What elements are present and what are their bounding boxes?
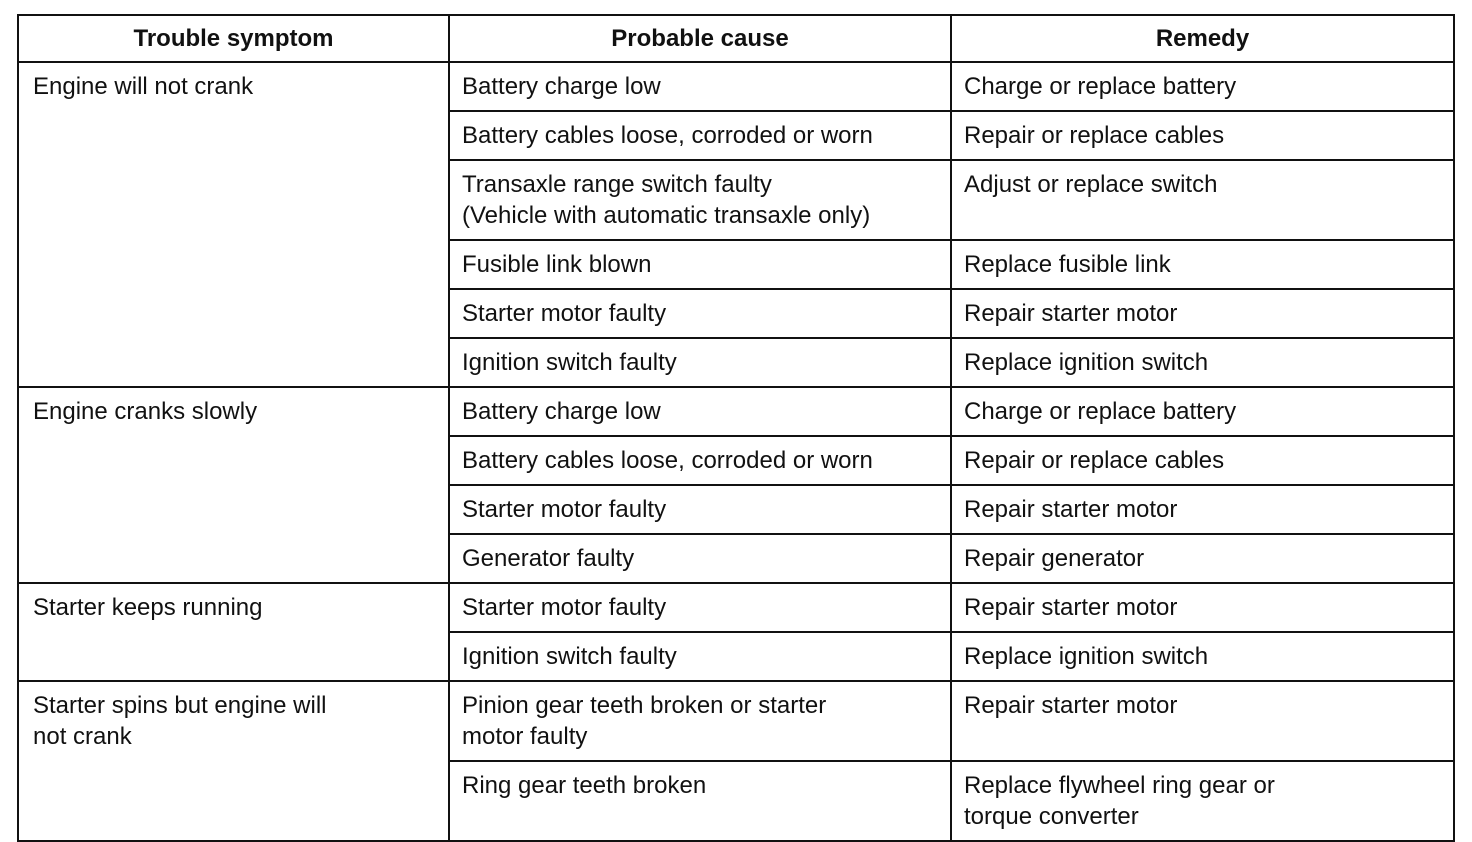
header-trouble-symptom: Trouble symptom	[18, 15, 449, 62]
cause-cell: Ignition switch faulty	[449, 632, 951, 681]
remedy-cell: Repair generator	[951, 534, 1454, 583]
cause-cell: Fusible link blown	[449, 240, 951, 289]
cause-line: motor faulty	[462, 723, 588, 750]
cause-cell: Ring gear teeth broken	[449, 761, 951, 841]
remedy-line: Replace flywheel ring gear or	[964, 772, 1275, 799]
symptom-cell: Engine cranks slowly	[18, 387, 449, 583]
cause-cell: Battery charge low	[449, 387, 951, 436]
cause-cell: Starter motor faulty	[449, 485, 951, 534]
remedy-cell: Repair starter motor	[951, 289, 1454, 338]
remedy-cell: Replace ignition switch	[951, 632, 1454, 681]
table-row	[18, 583, 1454, 632]
troubleshooting-table	[17, 14, 1455, 842]
symptom-line: Starter spins but engine will	[33, 692, 327, 719]
cause-line: Transaxle range switch faulty	[462, 171, 772, 198]
remedy-cell: Repair starter motor	[951, 681, 1454, 761]
header-remedy: Remedy	[951, 15, 1454, 62]
remedy-cell: Adjust or replace switch	[951, 160, 1454, 240]
cause-cell: Starter motor faulty	[449, 583, 951, 632]
remedy-cell: Charge or replace battery	[951, 387, 1454, 436]
symptom-cell: Engine will not crank	[18, 62, 449, 387]
remedy-cell: Repair starter motor	[951, 485, 1454, 534]
remedy-cell: Repair starter motor	[951, 583, 1454, 632]
cause-cell: Battery charge low	[449, 62, 951, 111]
symptom-line: not crank	[33, 723, 132, 750]
table-row	[18, 387, 1454, 436]
symptom-cell: Starter keeps running	[18, 583, 449, 681]
remedy-cell	[951, 761, 1454, 841]
remedy-line: torque converter	[964, 803, 1139, 830]
header-probable-cause: Probable cause	[449, 15, 951, 62]
cause-cell	[449, 160, 951, 240]
cause-cell	[449, 681, 951, 761]
cause-cell: Starter motor faulty	[449, 289, 951, 338]
remedy-cell: Charge or replace battery	[951, 62, 1454, 111]
cause-cell: Battery cables loose, corroded or worn	[449, 436, 951, 485]
cause-cell: Generator faulty	[449, 534, 951, 583]
header-row	[18, 15, 1454, 62]
symptom-cell	[18, 681, 449, 841]
remedy-cell: Replace ignition switch	[951, 338, 1454, 387]
cause-line: Pinion gear teeth broken or starter	[462, 692, 827, 719]
remedy-cell: Replace fusible link	[951, 240, 1454, 289]
cause-line: (Vehicle with automatic transaxle only)	[462, 202, 871, 229]
cause-cell: Ignition switch faulty	[449, 338, 951, 387]
table-row	[18, 62, 1454, 111]
remedy-cell: Repair or replace cables	[951, 436, 1454, 485]
remedy-cell: Repair or replace cables	[951, 111, 1454, 160]
cause-cell: Battery cables loose, corroded or worn	[449, 111, 951, 160]
table-row	[18, 681, 1454, 761]
